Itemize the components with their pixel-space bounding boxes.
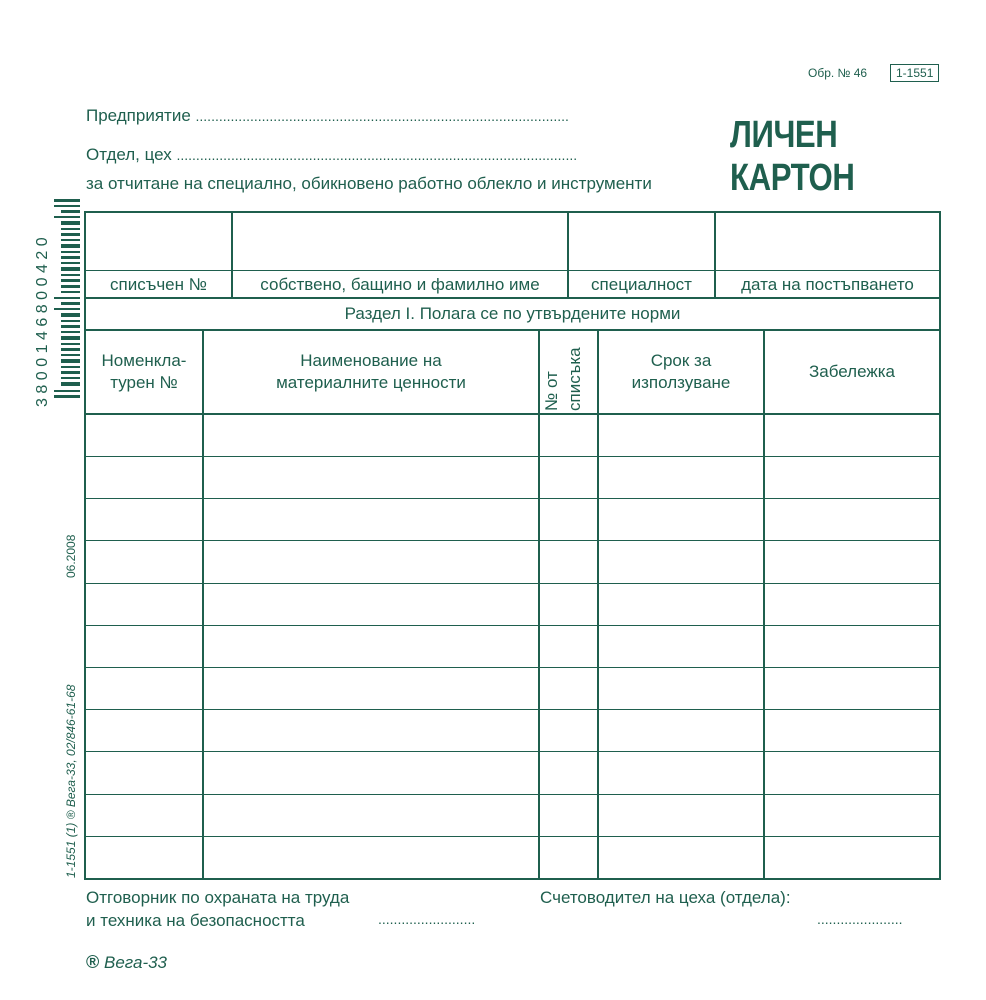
barcode-digits: 3800146800420 xyxy=(34,232,51,407)
purpose-text: за отчитане на специално, обикновено работно облекло и инструменти xyxy=(86,174,652,193)
table-row[interactable] xyxy=(86,710,939,751)
table-row[interactable] xyxy=(86,457,939,498)
table-row[interactable] xyxy=(86,837,939,878)
table-row[interactable] xyxy=(86,584,939,625)
accountant-label: Счетоводител на цеха (отдела): xyxy=(540,888,791,907)
nomenclature-number-header xyxy=(86,350,202,394)
brand-logo xyxy=(86,952,167,973)
safety-officer-line1: Отговорник по охраната на труда xyxy=(86,888,350,907)
form-code-box: 1-1551 xyxy=(890,64,939,82)
department-label: Отдел, цех xyxy=(86,145,172,164)
safety-officer-signature[interactable]: ......................... xyxy=(378,911,476,927)
department-dots[interactable]: ....................................................................................................... xyxy=(176,147,578,163)
hire-date-label: дата на постъпването xyxy=(741,275,914,294)
section-right-border xyxy=(939,298,941,330)
top-table-divider xyxy=(85,270,940,271)
list-number-header-line1: № от xyxy=(542,371,561,411)
enterprise-label: Предприятие xyxy=(86,106,191,125)
section-title: Раздел I. Полага се по утвърдените норми xyxy=(344,304,681,323)
employee-name-label: собствено, бащино и фамилно име xyxy=(260,275,540,294)
form-number-label: Обр. № 46 xyxy=(808,66,868,80)
nomenclature-header-line1: Номенкла- xyxy=(101,351,187,370)
publisher-info: 1-1551 (1) ® Вега-33, 02/846-61-68 xyxy=(64,684,78,878)
table-row[interactable] xyxy=(86,668,939,709)
employee-number-field[interactable] xyxy=(86,213,231,269)
table-row[interactable] xyxy=(86,752,939,794)
table-row[interactable] xyxy=(86,626,939,667)
specialty-label: специалност xyxy=(591,275,692,294)
hire-date-field[interactable] xyxy=(716,213,939,269)
print-date: 06.2008 xyxy=(64,534,78,578)
table-row[interactable] xyxy=(86,541,939,583)
usage-period-header xyxy=(599,350,763,394)
employee-number-label: списъчен № xyxy=(110,275,207,294)
item-name-header-line1: Наименование на xyxy=(300,351,442,370)
document-title: ЛИЧЕН КАРТОН xyxy=(730,114,855,199)
nomenclature-header-line2: турен № xyxy=(110,373,178,392)
item-name-header-line2: материалните ценности xyxy=(276,373,466,392)
accountant-signature[interactable]: ...................... xyxy=(817,911,903,927)
usage-period-header-line1: Срок за xyxy=(650,351,712,370)
brand-name: Вега-33 xyxy=(104,953,168,972)
registered-mark-icon: ® xyxy=(86,952,100,972)
remarks-header: Забележка xyxy=(809,362,895,381)
table-row[interactable] xyxy=(86,795,939,836)
enterprise-line xyxy=(86,106,569,126)
list-number-header-line2: списъка xyxy=(565,347,584,411)
safety-officer-line2: и техника на безопасността xyxy=(86,911,305,930)
employee-name-field[interactable] xyxy=(233,213,567,269)
enterprise-dots[interactable]: ................................................................................................ xyxy=(195,108,569,124)
usage-period-header-line2: използуване xyxy=(631,373,731,392)
specialty-field[interactable] xyxy=(569,213,714,269)
department-line xyxy=(86,145,577,165)
item-name-header xyxy=(204,350,538,394)
table-row[interactable] xyxy=(86,415,939,456)
table-row[interactable] xyxy=(86,499,939,540)
